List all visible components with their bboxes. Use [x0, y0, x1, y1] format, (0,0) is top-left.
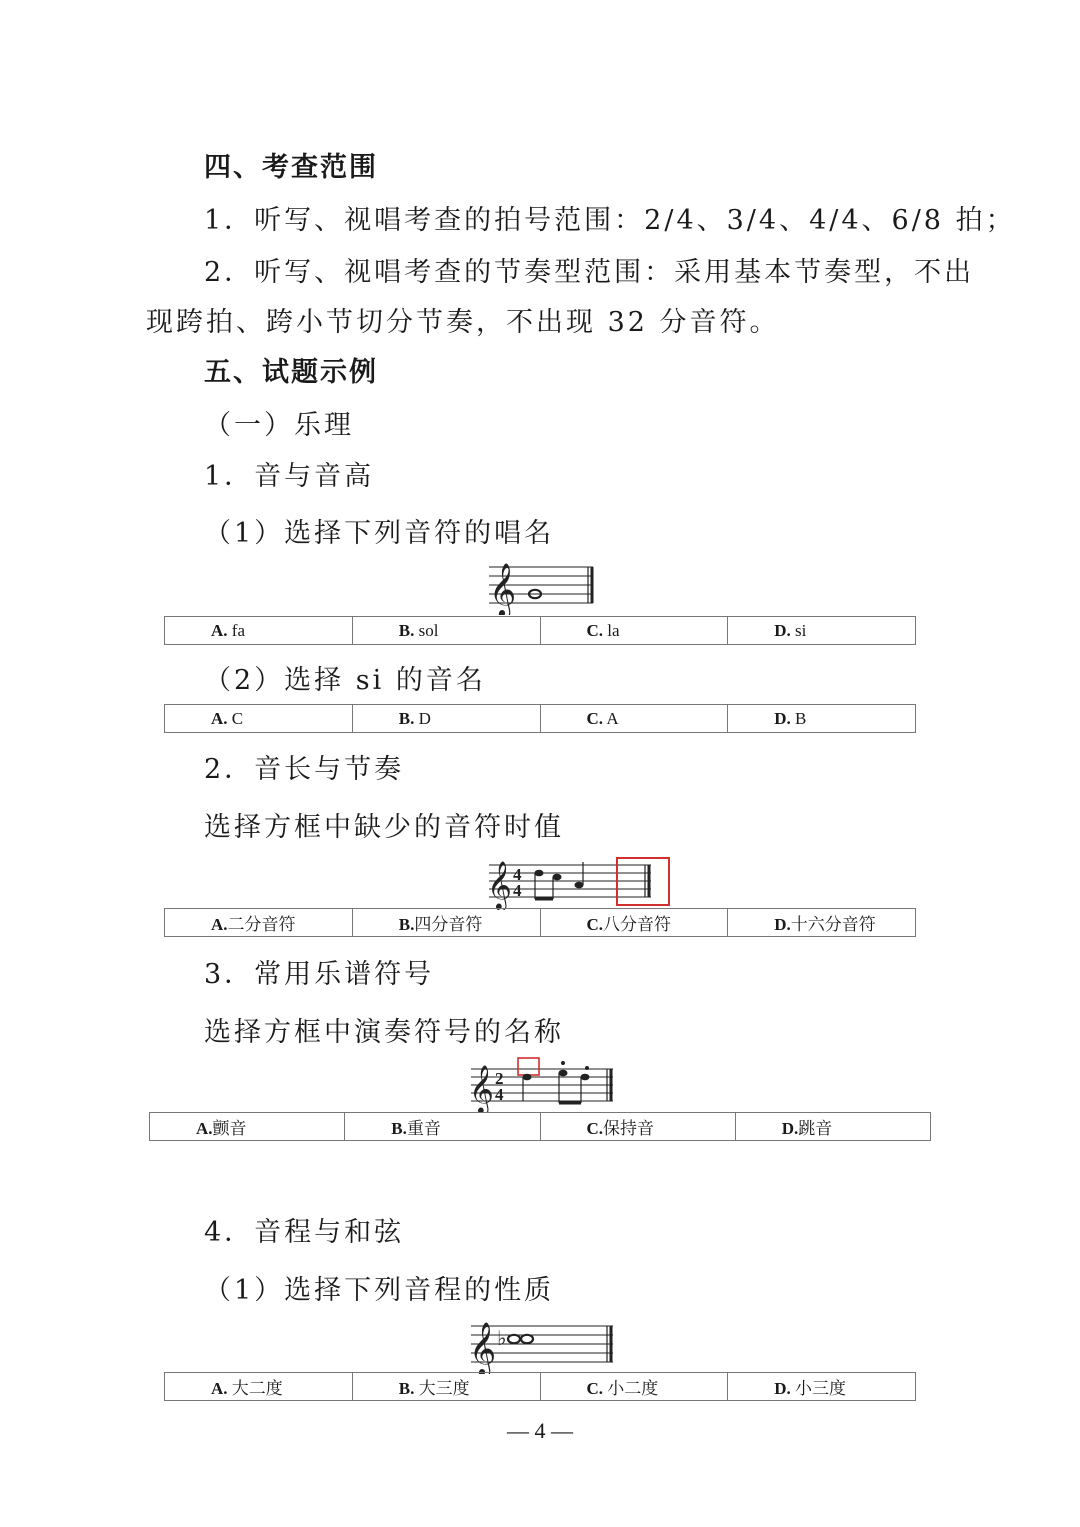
q1-title: 1．音与音高 — [204, 461, 375, 492]
subsection-music-theory: （一）乐理 — [204, 410, 354, 441]
section-4-heading: 四、考查范围 — [204, 152, 378, 183]
treble-clef-icon: 𝄞 — [489, 562, 517, 615]
eighth-note-icon — [553, 874, 562, 881]
option-a[interactable]: A.颤音 — [150, 1113, 345, 1141]
section-4-item-2-line-1: 2．听写、视唱考查的节奏型范围：采用基本节奏型，不出 — [204, 257, 975, 288]
eighth-note-icon — [559, 1070, 568, 1077]
symbol-box — [518, 1058, 539, 1075]
whole-note-icon — [521, 1335, 533, 1343]
quarter-note-icon — [523, 1074, 532, 1081]
treble-clef-icon: 𝄞 — [487, 860, 512, 909]
q2-staff — [485, 855, 675, 910]
option-d[interactable]: D.十六分音符 — [728, 909, 916, 937]
q2-title: 2．音长与节奏 — [204, 754, 405, 785]
q3-options — [149, 1112, 931, 1141]
q4-options — [164, 1372, 916, 1401]
option-b[interactable]: B. sol — [352, 617, 540, 645]
option-b[interactable]: B.重音 — [345, 1113, 540, 1141]
time-signature-bottom: 4 — [513, 881, 522, 900]
whole-note-icon — [508, 1335, 520, 1343]
treble-clef-icon: 𝄞 — [469, 1321, 497, 1374]
section-4-item-2-line-2: 现跨拍、跨小节切分节奏，不出现 32 分音符。 — [146, 307, 780, 338]
q1-part2-options — [164, 704, 916, 733]
option-a[interactable]: A. 大二度 — [165, 1373, 353, 1401]
q3-title: 3．常用乐谱符号 — [204, 959, 435, 990]
option-a[interactable]: A.二分音符 — [165, 909, 353, 937]
option-d[interactable]: D. si — [728, 617, 916, 645]
q4-part1-prompt: （1）选择下列音程的性质 — [204, 1275, 555, 1306]
treble-clef-icon: 𝄞 — [469, 1064, 494, 1113]
option-c[interactable]: C.八分音符 — [540, 909, 728, 937]
staccato-dot-icon — [561, 1061, 565, 1065]
option-d[interactable]: D. B — [728, 705, 916, 733]
option-b[interactable]: B.四分音符 — [352, 909, 540, 937]
option-c[interactable]: C. A — [540, 705, 728, 733]
time-signature-top: 2 — [495, 1069, 504, 1088]
option-d[interactable]: D. 小三度 — [728, 1373, 916, 1401]
q3-staff — [467, 1055, 617, 1113]
q1-part1-prompt: （1）选择下列音符的唱名 — [204, 518, 555, 549]
eighth-note-icon — [535, 870, 544, 877]
q1-part1-options — [164, 616, 916, 645]
option-a[interactable]: A. C — [165, 705, 353, 733]
option-c[interactable]: C. 小二度 — [540, 1373, 728, 1401]
q4-title: 4．音程与和弦 — [204, 1217, 405, 1248]
option-d[interactable]: D.跳音 — [735, 1113, 930, 1141]
q1-staff — [485, 557, 597, 615]
staccato-dot-icon — [585, 1066, 589, 1070]
q2-options — [164, 908, 916, 937]
quarter-note-icon — [575, 882, 584, 889]
option-c[interactable]: C. la — [540, 617, 728, 645]
section-4-item-1: 1．听写、视唱考查的拍号范围：2/4、3/4、4/4、6/8 拍； — [204, 205, 1016, 236]
q1-part2-prompt: （2）选择 si 的音名 — [204, 665, 486, 696]
option-c[interactable]: C.保持音 — [540, 1113, 735, 1141]
time-signature-top: 4 — [513, 865, 522, 884]
q4-staff — [467, 1316, 617, 1374]
option-b[interactable]: B. D — [352, 705, 540, 733]
option-a[interactable]: A. fa — [165, 617, 353, 645]
q2-prompt: 选择方框中缺少的音符时值 — [204, 812, 564, 843]
option-b[interactable]: B. 大三度 — [352, 1373, 540, 1401]
page-number: — 4 — — [507, 1418, 573, 1443]
section-5-heading: 五、试题示例 — [204, 357, 378, 388]
flat-icon: ♭ — [497, 1326, 507, 1350]
time-signature-bottom: 4 — [495, 1085, 504, 1104]
q3-prompt: 选择方框中演奏符号的名称 — [204, 1017, 564, 1048]
eighth-note-icon — [581, 1074, 590, 1081]
